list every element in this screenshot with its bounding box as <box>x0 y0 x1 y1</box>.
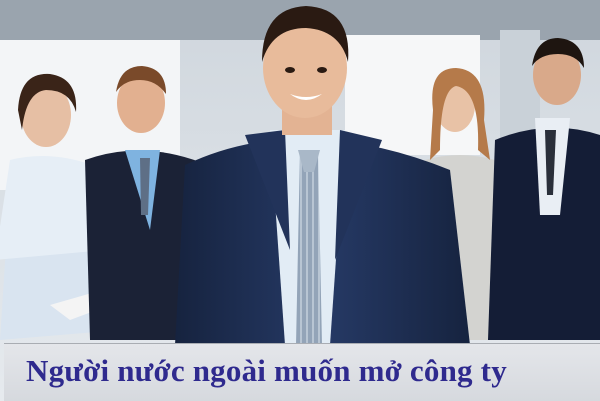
caption-bar <box>4 343 600 401</box>
caption-text: Người nước ngoài muốn mở công ty <box>26 353 507 388</box>
